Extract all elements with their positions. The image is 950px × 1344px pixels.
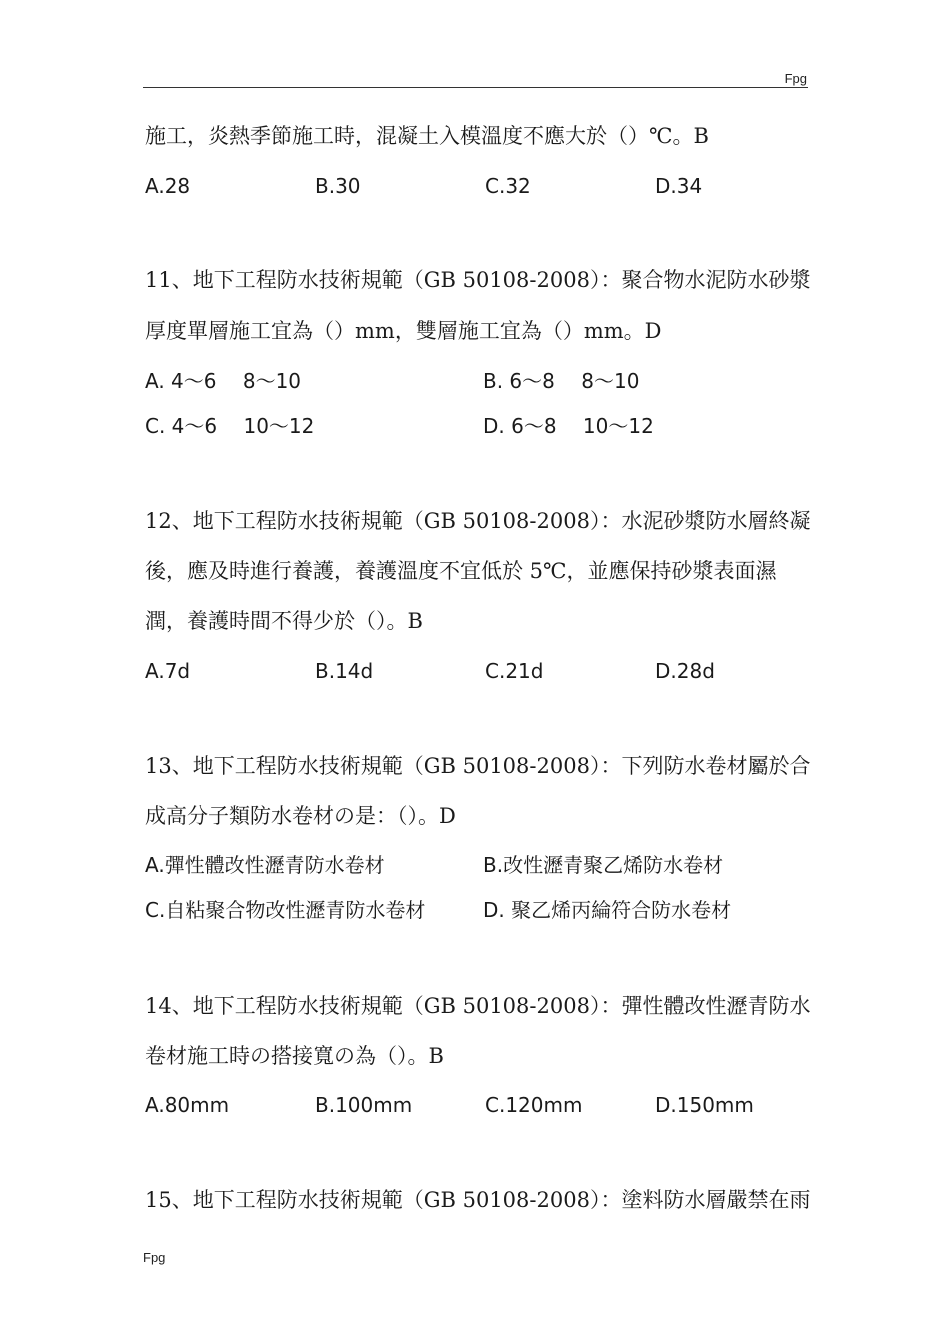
q10-line-1: 施工，炎熱季節施工時，混凝土入模溫度不應大於（）℃。B (145, 124, 709, 148)
q14-line-1: 14、地下工程防水技術規範（GB 50108-2008）：彈性體改性瀝青防水 (145, 994, 811, 1018)
q14-line-2: 卷材施工時の搭接寬の為（）。B (145, 1044, 444, 1068)
q11-option-a: A. 4～6 8～10 (145, 369, 302, 393)
q12-option-b: B.14d (315, 659, 374, 683)
q12-option-a: A.7d (145, 659, 191, 683)
q12-option-c: C.21d (485, 659, 544, 683)
q11-line-1: 11、地下工程防水技術規範（GB 50108-2008）：聚合物水泥防水砂漿 (145, 268, 811, 292)
q13-option-a: A.彈性體改性瀝青防水卷材 (145, 853, 385, 877)
q14-option-b: B.100mm (315, 1093, 413, 1117)
q12-line-2: 後，應及時進行養護，養護溫度不宜低於 5℃，並應保持砂漿表面濕 (145, 559, 777, 583)
q11-line-2: 厚度單層施工宜為（）mm，雙層施工宜為（）mm。D (145, 319, 662, 343)
q13-line-2: 成高分子類防水卷材の是：（）。D (145, 804, 456, 828)
q14-option-c: C.120mm (485, 1093, 583, 1117)
q10-option-a: A.28 (145, 174, 191, 198)
q10-option-b: B.30 (315, 174, 361, 198)
q15-line-1: 15、地下工程防水技術規範（GB 50108-2008）：塗料防水層嚴禁在雨 (145, 1188, 811, 1212)
q13-line-1: 13、地下工程防水技術規範（GB 50108-2008）：下列防水卷材屬於合 (145, 754, 811, 778)
q11-option-c: C. 4～6 10～12 (145, 414, 315, 438)
q10-option-c: C.32 (485, 174, 531, 198)
q12-line-1: 12、地下工程防水技術規範（GB 50108-2008）：水泥砂漿防水層終凝 (145, 509, 811, 533)
q11-option-d: D. 6～8 10～12 (483, 414, 654, 438)
header-divider (143, 87, 808, 88)
page-footer: Fpg (143, 1250, 166, 1265)
page-header: Fpg (784, 71, 807, 86)
q13-option-b: B.改性瀝青聚乙烯防水卷材 (483, 853, 724, 877)
q12-option-d: D.28d (655, 659, 715, 683)
q14-option-a: A.80mm (145, 1093, 230, 1117)
q10-option-d: D.34 (655, 174, 703, 198)
q11-option-b: B. 6～8 8～10 (483, 369, 640, 393)
q13-option-c: C.自粘聚合物改性瀝青防水卷材 (145, 898, 426, 922)
q12-line-3: 潤，養護時間不得少於（）。B (145, 609, 423, 633)
q13-option-d: D. 聚乙烯丙綸符合防水卷材 (483, 898, 732, 922)
q14-option-d: D.150mm (655, 1093, 754, 1117)
